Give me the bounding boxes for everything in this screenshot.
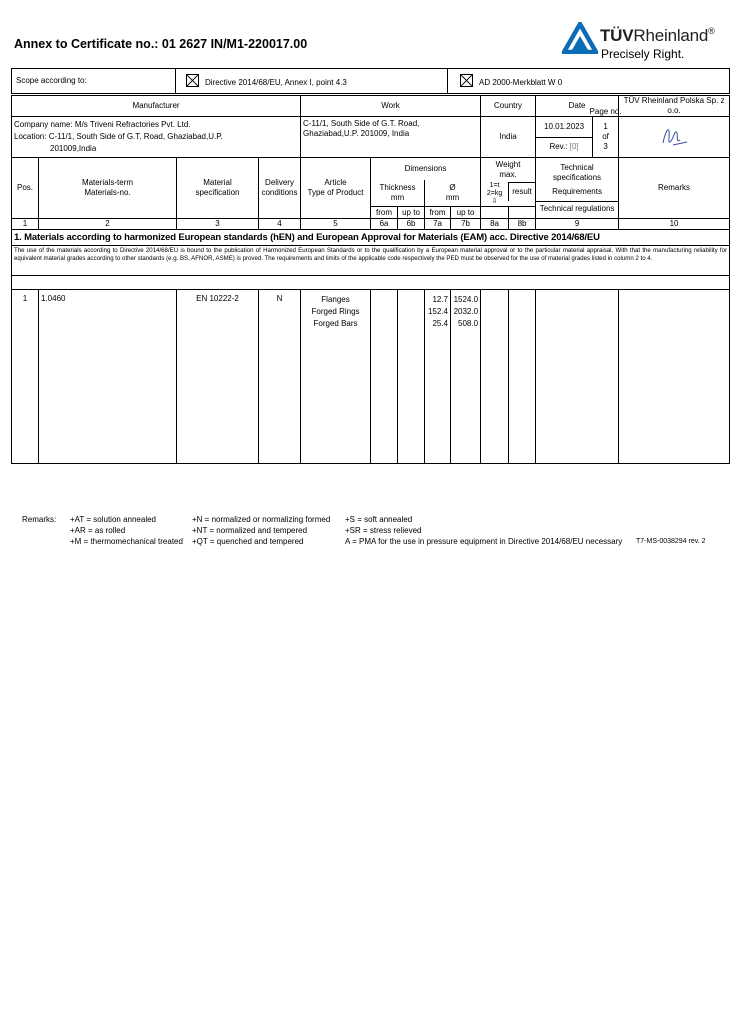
remarks-label: Remarks: bbox=[22, 515, 57, 524]
page-total: 3 bbox=[603, 142, 608, 151]
logo-tagline: Precisely Right. bbox=[601, 47, 685, 61]
weight-blank-a bbox=[481, 207, 509, 219]
col-spec: Material specification bbox=[177, 158, 259, 219]
signature-icon bbox=[659, 123, 689, 149]
row-delivery: N bbox=[259, 290, 301, 464]
page-of: of bbox=[602, 132, 609, 141]
row-weight-a bbox=[481, 290, 509, 464]
row-dia-from: 12.7 152.4 25.4 bbox=[425, 290, 451, 464]
col-thickness: Thickness mm bbox=[371, 180, 425, 207]
thickness-from: from bbox=[371, 207, 398, 219]
blank-row bbox=[12, 276, 730, 290]
country-value: India bbox=[481, 117, 536, 158]
scope-table bbox=[11, 68, 730, 94]
section-heading: 1. Materials according to harmonized European standards (hEN) and European Approval for Materials (EAM) acc. Directive 2014/68/EU bbox=[12, 230, 730, 246]
scope-ad2000: AD 2000-Merkblatt W 0 bbox=[448, 69, 730, 94]
location-line1: Location: C-11/1, South Side of G.T. Road, Ghaziabad,U.P. bbox=[14, 132, 223, 141]
row-pos: 1 bbox=[12, 290, 39, 464]
col-article: Article Type of Product bbox=[301, 158, 371, 219]
work-line1: C-11/1, South Side of G.T. Road, bbox=[303, 119, 420, 128]
col-number: 7a bbox=[425, 219, 451, 230]
col-number: 10 bbox=[619, 219, 730, 230]
row-dia-upto: 1524.0 2032.0 508.0 bbox=[451, 290, 481, 464]
row-articles: Flanges Forged Rings Forged Bars bbox=[301, 290, 371, 464]
scope-label: Scope according to: bbox=[12, 69, 176, 94]
col-number: 8a bbox=[481, 219, 509, 230]
col-number: 1 bbox=[12, 219, 39, 230]
checked-box-icon bbox=[460, 74, 473, 87]
col-pos: Pos. bbox=[12, 158, 39, 219]
row-thick-from bbox=[371, 290, 398, 464]
diameter-from: from bbox=[425, 207, 451, 219]
col-number: 7b bbox=[451, 219, 481, 230]
date-header: Date bbox=[536, 96, 619, 117]
col-number: 5 bbox=[301, 219, 371, 230]
date-value: 10.01.2023 bbox=[536, 117, 592, 138]
row-technical bbox=[536, 290, 619, 464]
remarks-col3: +S = soft annealed +SR = stress relieved A = PMA for the use in pressure equipment in Directive 2014/68/EU necessary bbox=[345, 515, 623, 546]
col-diameter: Ø mm bbox=[425, 180, 481, 207]
work-cell bbox=[301, 117, 481, 158]
company-name: Company name: M/s Triveni Refractories Pvt. Ltd. bbox=[14, 120, 191, 129]
work-header: Work bbox=[301, 96, 481, 117]
checked-box-icon bbox=[186, 74, 199, 87]
remarks-col1: +AT = solution annealed +AR = as rolled +M = thermomechanical treated bbox=[70, 515, 183, 546]
weight-blank-b bbox=[509, 207, 536, 219]
issuer-name: TÜV Rheinland Polska Sp. z o.o. bbox=[619, 96, 730, 117]
col-remarks: Remarks bbox=[619, 158, 730, 219]
date-page-cell bbox=[536, 107, 622, 158]
annex-title: Annex to Certificate no.: 01 2627 IN/M1-220017.00 bbox=[14, 37, 308, 51]
row-thick-upto bbox=[398, 290, 425, 464]
location-line2: 201009,India bbox=[50, 144, 97, 153]
col-number: 2 bbox=[39, 219, 177, 230]
col-number: 6b bbox=[398, 219, 425, 230]
main-table bbox=[11, 95, 730, 464]
table-row bbox=[12, 290, 730, 464]
scope-directive: Directive 2014/68/EU, Annex I, point 4.3 bbox=[176, 69, 448, 94]
remarks-col2: +N = normalized or normalizing formed +NT = normalized and tempered +QT = quenched and tempered bbox=[192, 515, 331, 546]
section-text: The use of the materials according to Directive 2014/68/EU is bound to the publication of Harmonized European Standards or to the qualification by a European material approval or to the particular material appraisal. With that the manufacturing reliability for equivalent material grades according to other standards (e.g. BS, AFNOR, ASME) is proved. The requirements and limits of the applicable code respectively the PED must be observed for the use of material grades listed in column 2 to 4. bbox=[12, 246, 730, 276]
col-materials: Materials-term Materials-no. bbox=[39, 158, 177, 219]
col-technical: Technical specifications Requirements Technical regulations bbox=[536, 158, 619, 219]
col-number: 3 bbox=[177, 219, 259, 230]
col-number: 9 bbox=[536, 219, 619, 230]
thickness-upto: up to bbox=[398, 207, 425, 219]
col-delivery: Delivery conditions bbox=[259, 158, 301, 219]
page-number: 1 bbox=[603, 122, 608, 131]
row-remarks bbox=[619, 290, 730, 464]
row-weight-b bbox=[509, 290, 536, 464]
document-reference: T7-MS-0038294 rev. 2 bbox=[636, 538, 706, 545]
col-number: 8b bbox=[509, 219, 536, 230]
page-label: Page no. bbox=[589, 107, 622, 116]
diameter-upto: up to bbox=[451, 207, 481, 219]
col-weight: Weight max. 1=t 2=kg ⇩ result bbox=[481, 158, 536, 207]
tuv-logo bbox=[562, 22, 734, 66]
manufacturer-header: Manufacturer bbox=[12, 96, 301, 117]
logo-brand: TÜVRheinland® bbox=[600, 26, 715, 45]
column-numbers-row bbox=[12, 219, 730, 230]
work-line2: Ghaziabad,U.P. 201009, India bbox=[303, 129, 410, 138]
country-header: Country bbox=[481, 96, 536, 117]
row-spec: EN 10222-2 bbox=[177, 290, 259, 464]
tuv-triangle-icon bbox=[562, 22, 598, 54]
row-material: 1.0460 bbox=[39, 290, 177, 464]
col-number: 4 bbox=[259, 219, 301, 230]
col-dimensions: Dimensions bbox=[371, 158, 481, 180]
signature-cell bbox=[619, 117, 730, 158]
rev-cell: Rev.: [0] bbox=[549, 142, 579, 152]
manufacturer-cell bbox=[12, 117, 301, 158]
col-number: 6a bbox=[371, 219, 398, 230]
weight-result: result bbox=[508, 182, 535, 201]
